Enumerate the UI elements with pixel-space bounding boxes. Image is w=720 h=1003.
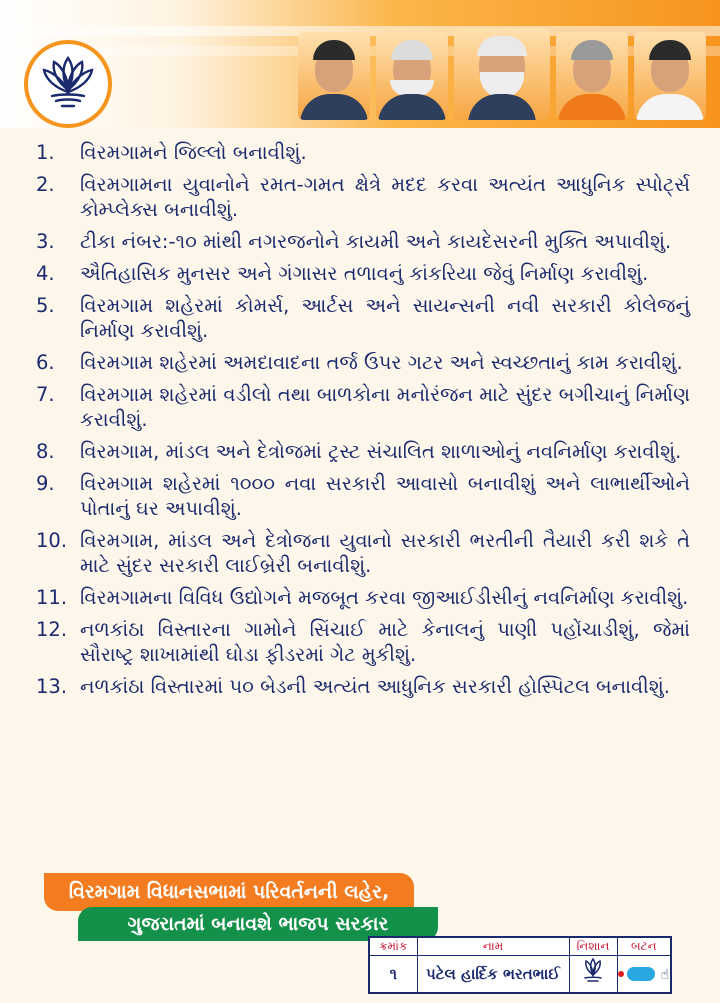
promise-list [36, 140, 690, 706]
item-number: 7. [36, 383, 55, 406]
ballot-symbol [569, 955, 617, 993]
indicator-dot-icon [618, 971, 624, 977]
item-number: 5. [36, 294, 55, 317]
vote-button[interactable] [627, 967, 655, 981]
ballot-serial: ૧ [369, 955, 417, 993]
leader-photo [454, 28, 550, 120]
slogan-banner-orange: વિરમગામ વિધાનસભામાં પરિવર્તનની લહેર, [44, 873, 414, 911]
leader-photo [376, 32, 448, 120]
leader-photo [556, 32, 628, 120]
item-text: વિરમગામ શહેરમાં વડીલો તથા બાળકોના મનોરંજન માટે સુંદર બગીચાનું નિર્માણ કરાવીશું. [80, 383, 690, 431]
list-item [36, 350, 690, 375]
item-number: 4. [36, 262, 55, 285]
item-text: ટીકા નંબર:-૧૦ માંથી નગરજનોને કાયમી અને કાયદેસરની મુક્તિ અપાવીશું. [80, 230, 672, 253]
list-item [36, 140, 690, 165]
ballot-header-serial: ક્રમાંક [369, 937, 417, 955]
list-item [36, 261, 690, 286]
item-text: વિરમગામના યુવાનોને રમત-ગમત ક્ષેત્રે મદદ કરવા અત્યંત આધુનિક સ્પોર્ટ્સ કોમ્પ્લેક્સ બનાવીશું. [80, 173, 690, 221]
list-item [36, 617, 690, 667]
party-logo [24, 40, 112, 128]
leaders-photos [298, 32, 706, 124]
ballot-candidate-name: પટેલ હાર્દિક ભરતભાઈ [417, 955, 569, 993]
lotus-icon [38, 56, 98, 112]
item-text: વિરમગામ શહેરમાં અમદાવાદના તર્જ ઉપર ગટર અને સ્વચ્છતાનું કામ કરાવીશું. [80, 351, 683, 374]
item-text: ઐતિહાસિક મુનસર અને ગંગાસર તળાવનું કાંકરિયા જેવું નિર્માણ કરાવીશું. [80, 262, 649, 285]
ballot-header-row [369, 937, 671, 955]
list-item [36, 528, 690, 578]
list-item [36, 229, 690, 254]
item-text: વિરમગામ શહેરમાં ૧૦૦૦ નવા સરકારી આવાસો બનાવીશું અને લાભાર્થીઓને પોતાનું ઘર અપાવીશું. [80, 472, 690, 520]
list-item [36, 382, 690, 432]
ballot-table [368, 936, 672, 994]
item-text: વિરમગામ, માંડલ અને દેત્રોજમાં ટ્રસ્ટ સંચાલિત શાળાઓનું નવનિર્માણ કરાવીશું. [80, 440, 682, 463]
ballot-candidate-row [369, 955, 671, 993]
item-number: 8. [36, 440, 55, 463]
item-number: 11. [36, 586, 68, 609]
list-item [36, 172, 690, 222]
item-text: વિરમગામને જિલ્લો બનાવીશું. [80, 141, 307, 164]
ballot-header-name: નામ [417, 937, 569, 955]
item-number: 3. [36, 230, 55, 253]
item-number: 6. [36, 351, 55, 374]
pointing-hand-icon: ☝ [660, 966, 670, 983]
item-text: વિરમગામના વિવિધ ઉદ્યોગને મજબૂત કરવા જીઆઈડીસીનું નવનિર્માણ કરાવીશું. [80, 586, 689, 609]
list-item [36, 585, 690, 610]
list-item [36, 674, 690, 699]
ballot-button-cell[interactable] [617, 955, 671, 993]
item-text: વિરમગામ, માંડલ અને દેત્રોજના યુવાનો સરકારી ભરતીની તૈયારી કરી શકે તે માટે સુંદર સરકારી લાઈબ્રેરી બનાવીશું. [80, 529, 690, 577]
item-text: નળકાંઠા વિસ્તારના ગામોને સિંચાઈ માટે કેનાલનું પાણી પહોંચાડીશું, જેમાં સૌરાષ્ટ્ર શાખામાંથી ઘોડા ફીડરમાં ગેટ મુકીશું. [80, 618, 690, 666]
list-item [36, 293, 690, 343]
list-item [36, 471, 690, 521]
item-text: વિરમગામ શહેરમાં કોમર્સ, આર્ટસ અને સાયન્સની નવી સરકારી કોલેજનું નિર્માણ કરાવીશું. [80, 294, 690, 342]
leader-photo [298, 32, 370, 120]
item-text: નળકાંઠા વિસ્તારમાં ૫૦ બેડની અત્યંત આધુનિક સરકારી હોસ્પિટલ બનાવીશું. [80, 675, 670, 698]
leader-photo [634, 32, 706, 120]
ballot-header-symbol: નિશાન [569, 937, 617, 955]
lotus-icon [578, 958, 608, 986]
list-item [36, 439, 690, 464]
item-number: 13. [36, 675, 68, 698]
slogan-banner-green: ગુજરાતમાં બનાવશે ભાજપ સરકાર [78, 907, 438, 941]
item-number: 10. [36, 529, 68, 552]
item-number: 12. [36, 618, 68, 641]
header-banner [0, 0, 720, 128]
item-number: 9. [36, 472, 55, 495]
item-number: 2. [36, 173, 55, 196]
item-number: 1. [36, 141, 55, 164]
ballot-header-button: બટન [617, 937, 671, 955]
